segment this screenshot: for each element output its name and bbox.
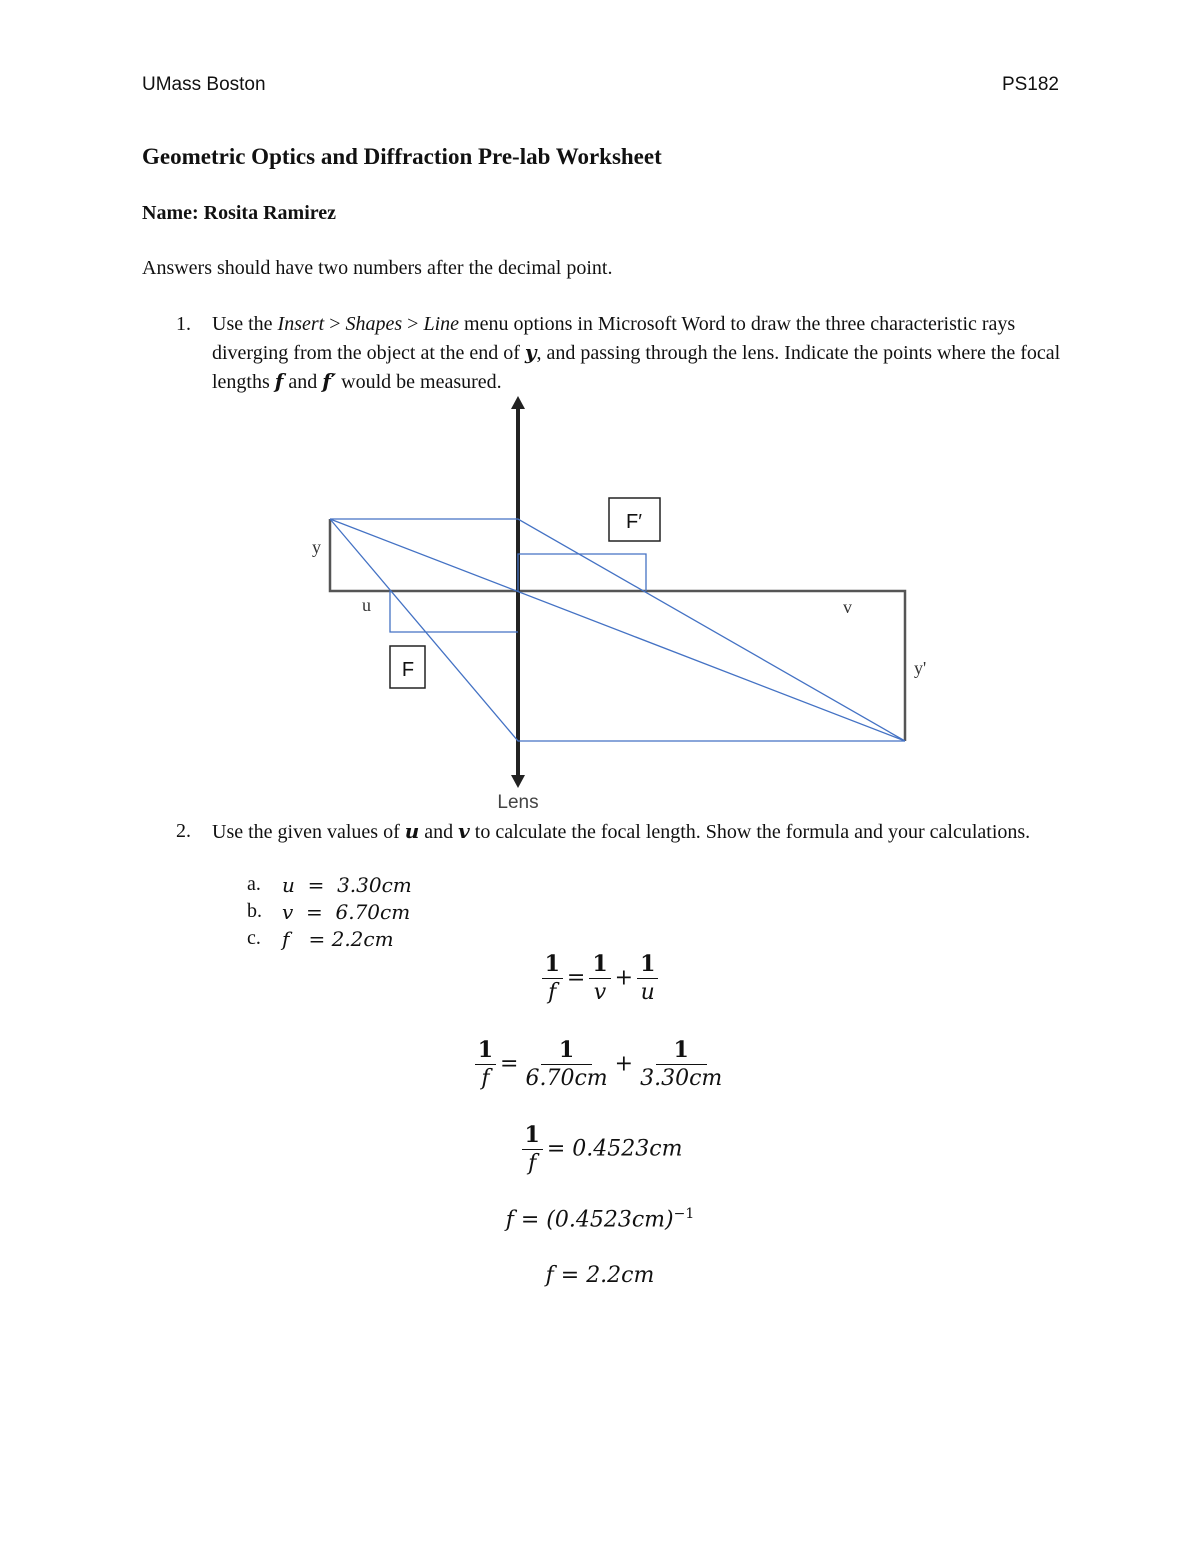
- question-2-text: Use the given values of u and v to calculate the focal length. Show the formula and your calculations.: [212, 819, 1031, 843]
- header-course: PS182: [1001, 74, 1059, 95]
- label-u: u: [362, 595, 371, 615]
- header-institution: UMass Boston: [142, 74, 266, 95]
- label-y-prime: y': [914, 658, 927, 678]
- final-focal-length: f = 2.2cm: [545, 1263, 655, 1288]
- reciprocal-result: $\frac{1}{f}$ = 0.4523cm: [0, 1123, 1200, 1176]
- label-y: y: [312, 537, 321, 557]
- question-2: [0, 817, 1200, 877]
- given-values-list: [0, 873, 1200, 954]
- inverse-step: $f = (0.4523cm)^{-1}$: [505, 1206, 695, 1233]
- substituted-formula: $\frac{1}{f}$ = $\frac{1}{6.70cm}$ + $\frac{1}{3.30cm}$: [0, 1038, 1200, 1091]
- focal-marker-fprime: [518, 554, 646, 591]
- given-value-u: a. u = 3.30cm: [247, 873, 412, 897]
- focal-marker-f: [390, 591, 518, 632]
- label-lens: Lens: [497, 792, 539, 813]
- label-f: F: [401, 659, 415, 681]
- page-title: Geometric Optics and Diffraction Pre-lab Worksheet: [142, 144, 662, 169]
- question-2-number: 2.: [176, 820, 191, 842]
- ray-central: [330, 519, 905, 741]
- student-name: Name: Rosita Ramirez: [142, 202, 337, 224]
- instructions: Answers should have two numbers after the decimal point.: [142, 257, 613, 279]
- given-value-v: b. v = 6.70cm: [247, 900, 411, 924]
- label-v: v: [843, 597, 852, 617]
- question-1-text: Use the Insert > Shapes > Line menu options in Microsoft Word to draw the three characteristic rays diverging from the object at the end of y, and passing through the lens. Indicate the points where the focal lengths f and f′ would be measured.: [212, 313, 1061, 393]
- label-f-prime: F′: [626, 511, 642, 533]
- question-1-number: 1.: [176, 313, 191, 335]
- result-value-f: c. f = 2.2cm: [247, 927, 394, 951]
- thin-lens-formula: $\frac{1}{f}$ = $\frac{1}{v}$ + $\frac{1}{u}$: [0, 952, 1200, 1005]
